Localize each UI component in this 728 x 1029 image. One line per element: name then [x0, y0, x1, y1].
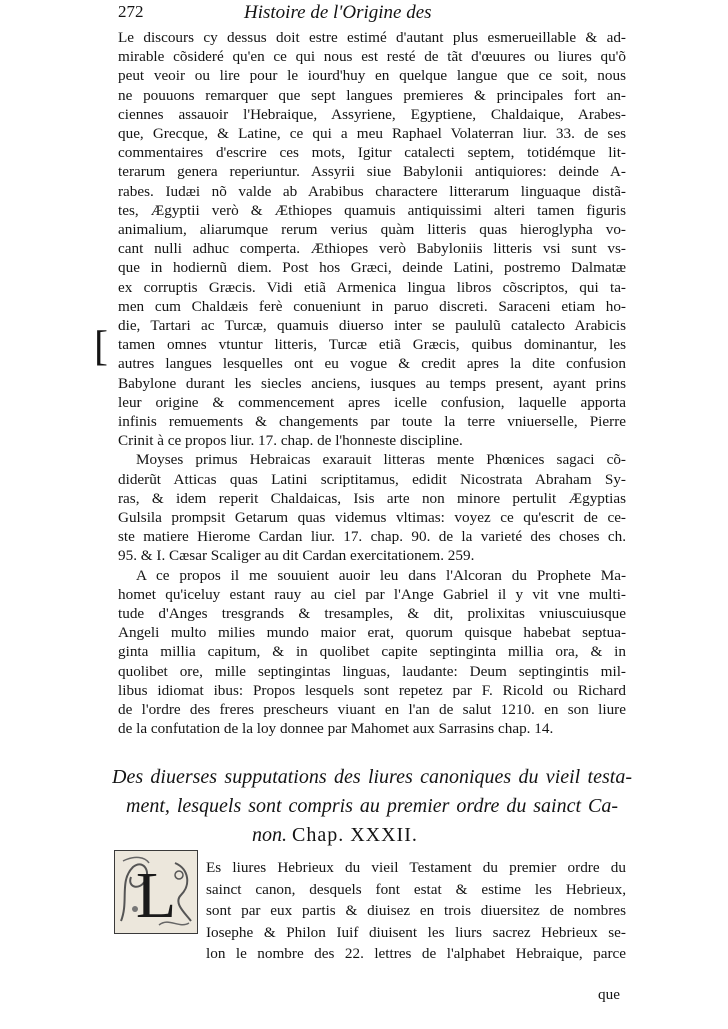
text-line: commentaires d'escrire ces mots, Igitur catalecti septem, totidémque lit-	[118, 144, 626, 162]
text-line: 95. & I. Cæsar Scaliger au dit Cardan exercitationem. 259.	[118, 547, 475, 565]
decorated-initial	[114, 850, 198, 934]
text-line: ne pouuons remarquer que sept langues premieres & principales fort an-	[118, 86, 626, 104]
chapter-text-line: lon le nombre des 22. lettres de l'alphabet Hebraique, parce	[206, 945, 626, 962]
page-number: 272	[118, 2, 144, 21]
text-line: infinis remuements & changements par toute la terre vniuerselle, Pierre	[118, 413, 626, 430]
text-line: rabes. Iudæi nõ valde ab Arabibus charactere litterarum linguaque distã-	[118, 182, 626, 200]
text-line: tes, Ægyptii verò & Æthiopes quamuis antiquissimi alteri tamen figuris	[118, 201, 626, 219]
text-line: Le discours cy dessus doit estre estimé d'autant plus esmerueillable & ad-	[118, 29, 626, 46]
text-line: animalium, aliarumque rerum verius quàm litteris quas hieroglypha vo-	[118, 221, 626, 238]
text-line: terarum genera reperiuntur. Assyrii siue Babylonii antiquiores: deinde A-	[118, 163, 626, 181]
catchword: que	[598, 986, 620, 1003]
text-line: libus idiomat ibus: Propos lesquels sont repetez par F. Ricold ou Richard	[118, 681, 626, 699]
text-line: ste matiere Hierome Cardan liur. 17. chap. 90. de la varieté des choses ch.	[118, 528, 626, 546]
text-line: Babylone durant les siecles anciens, iusques au temps present, ayant prins	[118, 374, 626, 392]
text-line: A ce propos il me souuient auoir leu dans l'Alcoran du Prophete Ma-	[136, 566, 626, 584]
text-line: die, Tartari ac Turcæ, quamuis diuerso inter se paululũ catalecto Arabicis	[118, 317, 626, 334]
chapter-text-line: Iosephe & Philon Iuif diuisent les liurs sacrez Hebrieux se-	[206, 923, 626, 941]
text-line: homet qu'iceluy estant rauy au ciel par l'Ange Gabriel il y vit vne multi-	[118, 585, 626, 603]
text-line: ras, & idem reperit Chaldaicas, Isis arte non minore pertulit Ægyptias	[118, 489, 626, 507]
text-line: diderũt Atticas quas Latini scriptitamus, edidit Nicostrata Abraham Sy-	[118, 470, 626, 488]
text-line: men cum Chaldæis ferè conueniunt in paruo discreti. Saraceni etiam ho-	[118, 297, 626, 315]
text-line: que, Grecque, & Latine, ce qui a meu Raphael Volaterran liur. 33. de ses	[118, 125, 626, 142]
text-line: autres langues lesquelles ont eu vogue & credit apres la dite confusion	[118, 355, 626, 373]
text-line: de l'ordre des freres prescheurs viuant en l'an de salut 1210. en son liure	[118, 701, 626, 718]
chapter-text-line: sainct canon, desquels font estat & estime les Hebrieux,	[206, 880, 626, 898]
chapter-title-line-2: ment, lesquels sont compris au premier ordre du sainct Ca-	[126, 795, 618, 817]
chapter-title-word: non.	[252, 824, 287, 846]
drop-cap-letter: L	[135, 859, 177, 932]
text-line: tamen omnes vtuntur litteris, Turcæ etiã Græcis, quibus dominantur, les	[118, 336, 626, 354]
text-line: mirable cõsideré qu'en ce qui nous est resté de tãt d'œuures ou liures qu'õ	[118, 48, 626, 66]
text-line: tude d'Anges tresgrands & tresamples, & dit, prolixitas vniuscuiusque	[118, 605, 626, 622]
chapter-number: Chap. XXXII.	[292, 824, 418, 846]
chapter-title-line-3	[252, 822, 418, 848]
text-line: ciennes assauoir l'Hebraique, Assyriene, Egyptiene, Chaldaique, Arabes-	[118, 105, 626, 123]
text-line: leur origine & commencement apres icelle confusion, laquelle apporta	[118, 393, 626, 411]
chapter-title-line-1: Des diuerses supputations des liures canoniques du vieil testa-	[112, 766, 632, 788]
running-head: Histoire de l'Origine des	[244, 2, 432, 23]
chapter-text-line: Es liures Hebrieux du vieil Testament du premier ordre du	[206, 859, 626, 876]
text-line: Moyses primus Hebraicas exarauit litteras mente Phœnices sagaci cõ-	[136, 451, 626, 469]
text-line: que in hodiernũ diem. Post hos Græci, deinde Latini, postremo Dalmatæ	[118, 259, 626, 277]
text-line: ex corruptis Græcis. Vidi etiã Armenica lingua libros cõscriptos, qui ta-	[118, 278, 626, 296]
text-line: peut veoir ou lire pour le iourd'huy en quelque langue que ce soit, nous	[118, 67, 626, 85]
text-line: quolibet ore, mille septingintas linguas, laudante: Deum septingintis mil-	[118, 662, 626, 680]
text-line: Angeli multo milies mundo maior erat, quorum quisque habebat septua-	[118, 624, 626, 642]
margin-bracket: [	[94, 324, 108, 370]
text-line: Gulsila prompsit Getarum quas videmus vltimas: voyez ce qu'escrit de ce-	[118, 509, 626, 526]
text-line: de la confutation de la loy donnee par Mahomet aux Sarrasins chap. 14.	[118, 720, 554, 738]
text-line: ginta millia capitum, & in quolibet capite septinginta millia ora, & in	[118, 643, 626, 661]
chapter-text-line: sont par eux partis & diuisez en trois diuersitez de nombres	[206, 902, 626, 919]
text-line: Crinit à ce propos liur. 17. chap. de l'honneste discipline.	[118, 432, 463, 450]
text-line: cant nulli adhuc comperta. Æthiopes verò Babyloniis litteris vsi sunt vs-	[118, 240, 626, 258]
ornament-icon	[115, 851, 197, 933]
